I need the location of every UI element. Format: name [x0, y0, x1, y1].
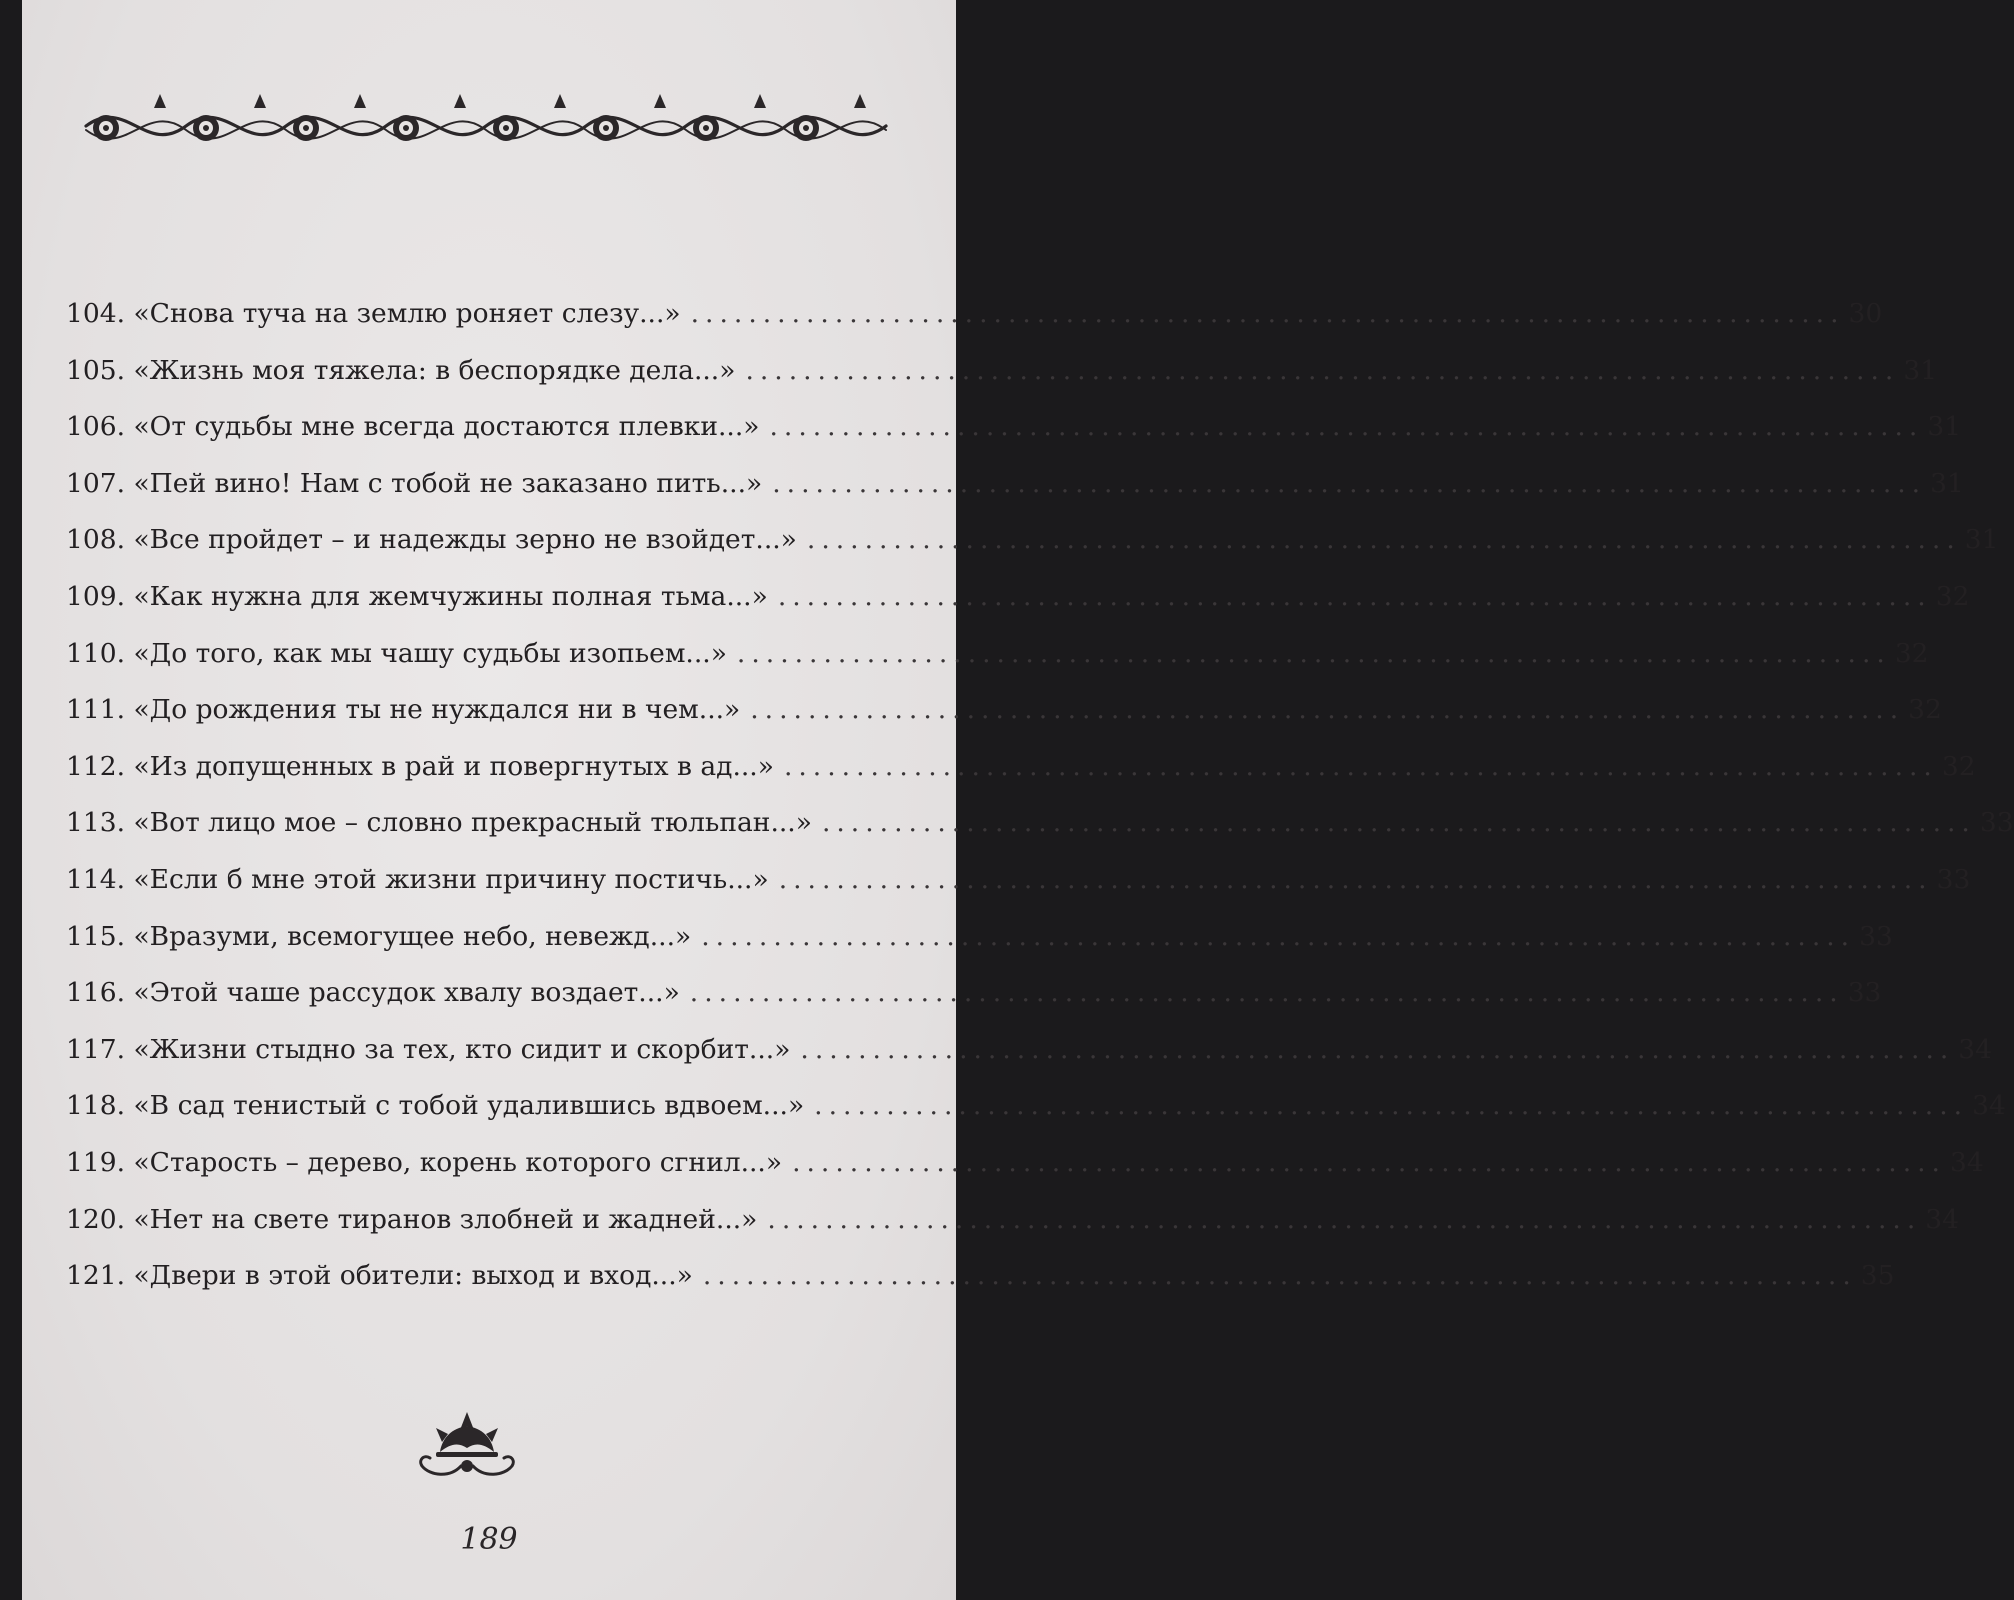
toc-entry-number: 104.: [66, 298, 126, 329]
toc-entry-number: 112.: [66, 750, 126, 782]
toc-entry-title: «Как нужна для жемчужины полная тьма...»: [133, 580, 768, 612]
dot-leader: ................................................................................: [778, 863, 1933, 895]
toc-entry-title: «До рождения ты не нуждался ни в чем...»: [133, 694, 741, 726]
toc-entry: [66, 1033, 1993, 1091]
toc-entry-page: 30: [1848, 298, 1883, 329]
toc-entry-number: 119.: [66, 1146, 126, 1178]
toc-entry-number: 121.: [66, 1260, 126, 1292]
toc-entry-page: 34: [1958, 1033, 1993, 1065]
toc-entry-number: 105.: [66, 354, 126, 386]
toc-entry-title: «Из допущенных в рай и повергнутых в ад...»: [133, 750, 774, 782]
dot-leader: ................................................................................: [772, 467, 1927, 499]
toc-entry-page: 33: [1979, 807, 2014, 839]
toc-entry-page: 33: [1847, 977, 1882, 1009]
toc-entry-title: «Жизни стыдно за тех, кто сидит и скорбит...»: [133, 1033, 791, 1065]
toc-entry-number: 120.: [66, 1203, 126, 1235]
toc-entry-number: 110.: [66, 637, 126, 669]
toc-entry-title: «Этой чаше рассудок хвалу воздает...»: [133, 977, 680, 1009]
toc-entry-page: 35: [1860, 1260, 1895, 1292]
toc-entry-page: 34: [1949, 1146, 1984, 1178]
dot-leader: ................................................................................: [689, 977, 1844, 1009]
toc-entry-number: 109.: [66, 580, 126, 612]
toc-entry: [66, 1203, 1960, 1261]
dot-leader: ................................................................................: [750, 694, 1905, 726]
dot-leader: ................................................................................: [769, 411, 1924, 443]
toc-entry-number: 108.: [66, 524, 126, 556]
toc-entry: [66, 298, 1883, 355]
toc-entry-number: 106.: [66, 411, 126, 443]
toc-entry-title: «Жизнь моя тяжела: в беспорядке дела...»: [133, 354, 736, 386]
toc-entry-page: 31: [1930, 467, 1964, 499]
toc-entry-page: 34: [1972, 1090, 2006, 1122]
toc-entry-number: 114.: [66, 863, 126, 895]
book-page: [22, 0, 2014, 1600]
toc-entry-title: «В сад тенистый с тобой удалившись вдвоем...»: [133, 1090, 805, 1122]
toc-entry-page: 32: [1908, 694, 1942, 726]
toc-entry-title: «Снова туча на землю роняет слезу...»: [133, 298, 681, 329]
toc-entry-page: 32: [1935, 580, 1970, 612]
toc-entry: [66, 411, 1962, 468]
toc-entry-number: 107.: [66, 467, 126, 499]
table-of-contents: [66, 298, 2014, 1317]
dot-leader: ................................................................................: [792, 1146, 1946, 1178]
toc-entry-title: «Нет на свете тиранов злобней и жадней...»: [133, 1203, 758, 1235]
toc-entry: [66, 354, 1938, 412]
toc-entry-title: «Если б мне этой жизни причину постичь...»: [133, 863, 769, 895]
toc-entry-number: 115.: [66, 920, 126, 952]
dot-leader: ................................................................................: [745, 354, 1900, 386]
toc-entry-number: 118.: [66, 1090, 126, 1122]
toc-entry-page: 31: [1903, 354, 1938, 386]
page-number: 189: [460, 1522, 518, 1557]
toc-entry-page: 34: [1925, 1203, 1960, 1235]
toc-entry-page: 32: [1941, 750, 1976, 782]
dot-leader: ................................................................................: [821, 807, 1976, 839]
dot-leader: ................................................................................: [736, 637, 1891, 669]
toc-entry-title: «От судьбы мне всегда достаются плевки...»: [133, 411, 760, 443]
dot-leader: ................................................................................: [777, 580, 1932, 612]
toc-entry: [66, 1146, 1984, 1204]
dot-leader: ................................................................................: [701, 920, 1856, 952]
toc-entry-title: «Двери в этой обители: выход и вход...»: [133, 1260, 693, 1292]
toc-entry: [66, 977, 1882, 1034]
toc-entry: [66, 467, 1964, 525]
dot-leader: ................................................................................: [702, 1260, 1857, 1292]
toc-entry-number: 117.: [66, 1033, 126, 1065]
toc-entry: [66, 637, 1929, 695]
toc-entry-page: 31: [1927, 411, 1962, 443]
toc-entry: [66, 524, 1999, 581]
dot-leader: ................................................................................: [783, 750, 1938, 782]
dot-leader: ................................................................................: [806, 524, 1961, 556]
dot-leader: ................................................................................: [767, 1203, 1922, 1235]
toc-entry-page: 33: [1936, 863, 1971, 895]
toc-entry: [66, 920, 1893, 978]
toc-entry-number: 111.: [66, 694, 126, 726]
toc-entry-title: «Старость – дерево, корень которого сгнил...»: [133, 1146, 783, 1178]
toc-entry-title: «Пей вино! Нам с тобой не заказано пить...»: [133, 467, 763, 499]
toc-entry-page: 33: [1859, 920, 1893, 952]
ornamental-scroll-border-icon: [66, 78, 902, 158]
dot-leader: ................................................................................: [814, 1090, 1969, 1122]
toc-entry: [66, 863, 1971, 921]
toc-entry-title: «Все пройдет – и надежды зерно не взойдет...»: [133, 524, 797, 556]
toc-entry-page: 31: [1964, 524, 1999, 556]
toc-entry: [66, 750, 1976, 808]
dot-leader: ................................................................................: [800, 1033, 1955, 1065]
toc-entry-number: 113.: [66, 807, 126, 839]
toc-entry-title: «До того, как мы чашу судьбы изопьем...»: [133, 637, 727, 669]
palmette-vignette-icon: [412, 1408, 522, 1484]
toc-entry-title: «Вразуми, всемогущее небо, невежд...»: [133, 920, 692, 952]
toc-entry: [66, 807, 2014, 864]
toc-entry: [66, 1090, 2006, 1147]
toc-entry: [66, 1260, 1895, 1317]
dot-leader: ................................................................................: [690, 298, 1845, 329]
toc-entry-page: 32: [1894, 637, 1929, 669]
toc-entry-title: «Вот лицо мое – словно прекрасный тюльпан...»: [133, 807, 812, 839]
toc-entry: [66, 694, 1942, 751]
toc-entry: [66, 580, 1970, 638]
toc-entry-number: 116.: [66, 977, 126, 1009]
